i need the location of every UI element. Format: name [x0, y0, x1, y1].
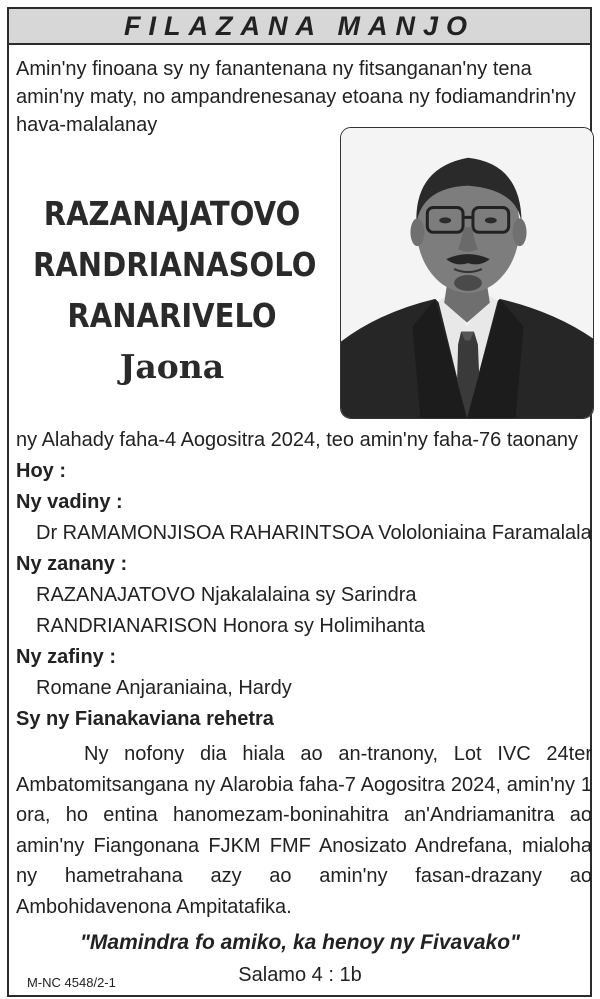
surname-line: RANDRIANASOLO — [32, 245, 317, 284]
deceased-surnames — [32, 188, 317, 341]
surname-line: RAZANAJATOVO — [43, 194, 301, 233]
death-line: ny Alahady faha-4 Aogositra 2024, teo amin'ny faha-76 taonany — [16, 429, 578, 451]
hoy-label: Hoy : — [16, 460, 66, 482]
grandchildren-label: Ny zafiny : — [16, 646, 117, 668]
surname-line: RANARIVELO — [67, 296, 277, 335]
details-block — [16, 425, 594, 735]
funeral-text: Ny nofony dia hiala ao an-tranony, Lot IVC 24ter Ambatomitsangana ny Alarobia faha-7 Aogositra 2024, amin'ny 1 ora, ho entina hanomezam-boninahitra an'Andriamanitra ao amin'ny Fiangonana FJKM FMF Anosizato Andrefana, mialoha ny hametrahana azy ao amin'ny fasan-drazany ao Ambohidavenona Ampitatafika. — [16, 743, 592, 918]
spouse-label: Ny vadiny : — [16, 491, 123, 513]
funeral-paragraph — [16, 739, 592, 922]
spouse-name: Dr RAMAMONJISOA RAHARINTSOA Vololoniaina Faramalala — [36, 522, 592, 544]
relatives-line: Sy ny Fianakaviana rehetra — [16, 708, 274, 730]
portrait-photo — [340, 127, 594, 419]
child-entry: RANDRIANARISON Honora sy Holimihanta — [36, 615, 426, 637]
child-entry: RAZANAJATOVO Njakalalaina sy Sarindra — [36, 584, 417, 606]
deceased-given-name: Jaona — [119, 347, 225, 386]
grandchildren-entry: Romane Anjaraniaina, Hardy — [36, 677, 292, 699]
children-label: Ny zanany : — [16, 553, 128, 575]
scripture-quote: "Mamindra fo amiko, ka henoy ny Fivavako" — [79, 931, 521, 954]
announcement-header — [7, 7, 592, 45]
ad-reference-code: M-NC 4548/2-1 — [27, 975, 116, 990]
portrait-image — [341, 128, 593, 418]
intro-text: Amin'ny finoana sy ny fanantenana ny fitsanganan'ny tena amin'ny maty, no ampandrenesanay etoana ny fodiamandrin'ny hava-malalanay — [16, 58, 576, 136]
scripture-reference: Salamo 4 : 1b — [238, 964, 362, 986]
announcement-title: FILAZANA MANJO — [124, 10, 475, 41]
